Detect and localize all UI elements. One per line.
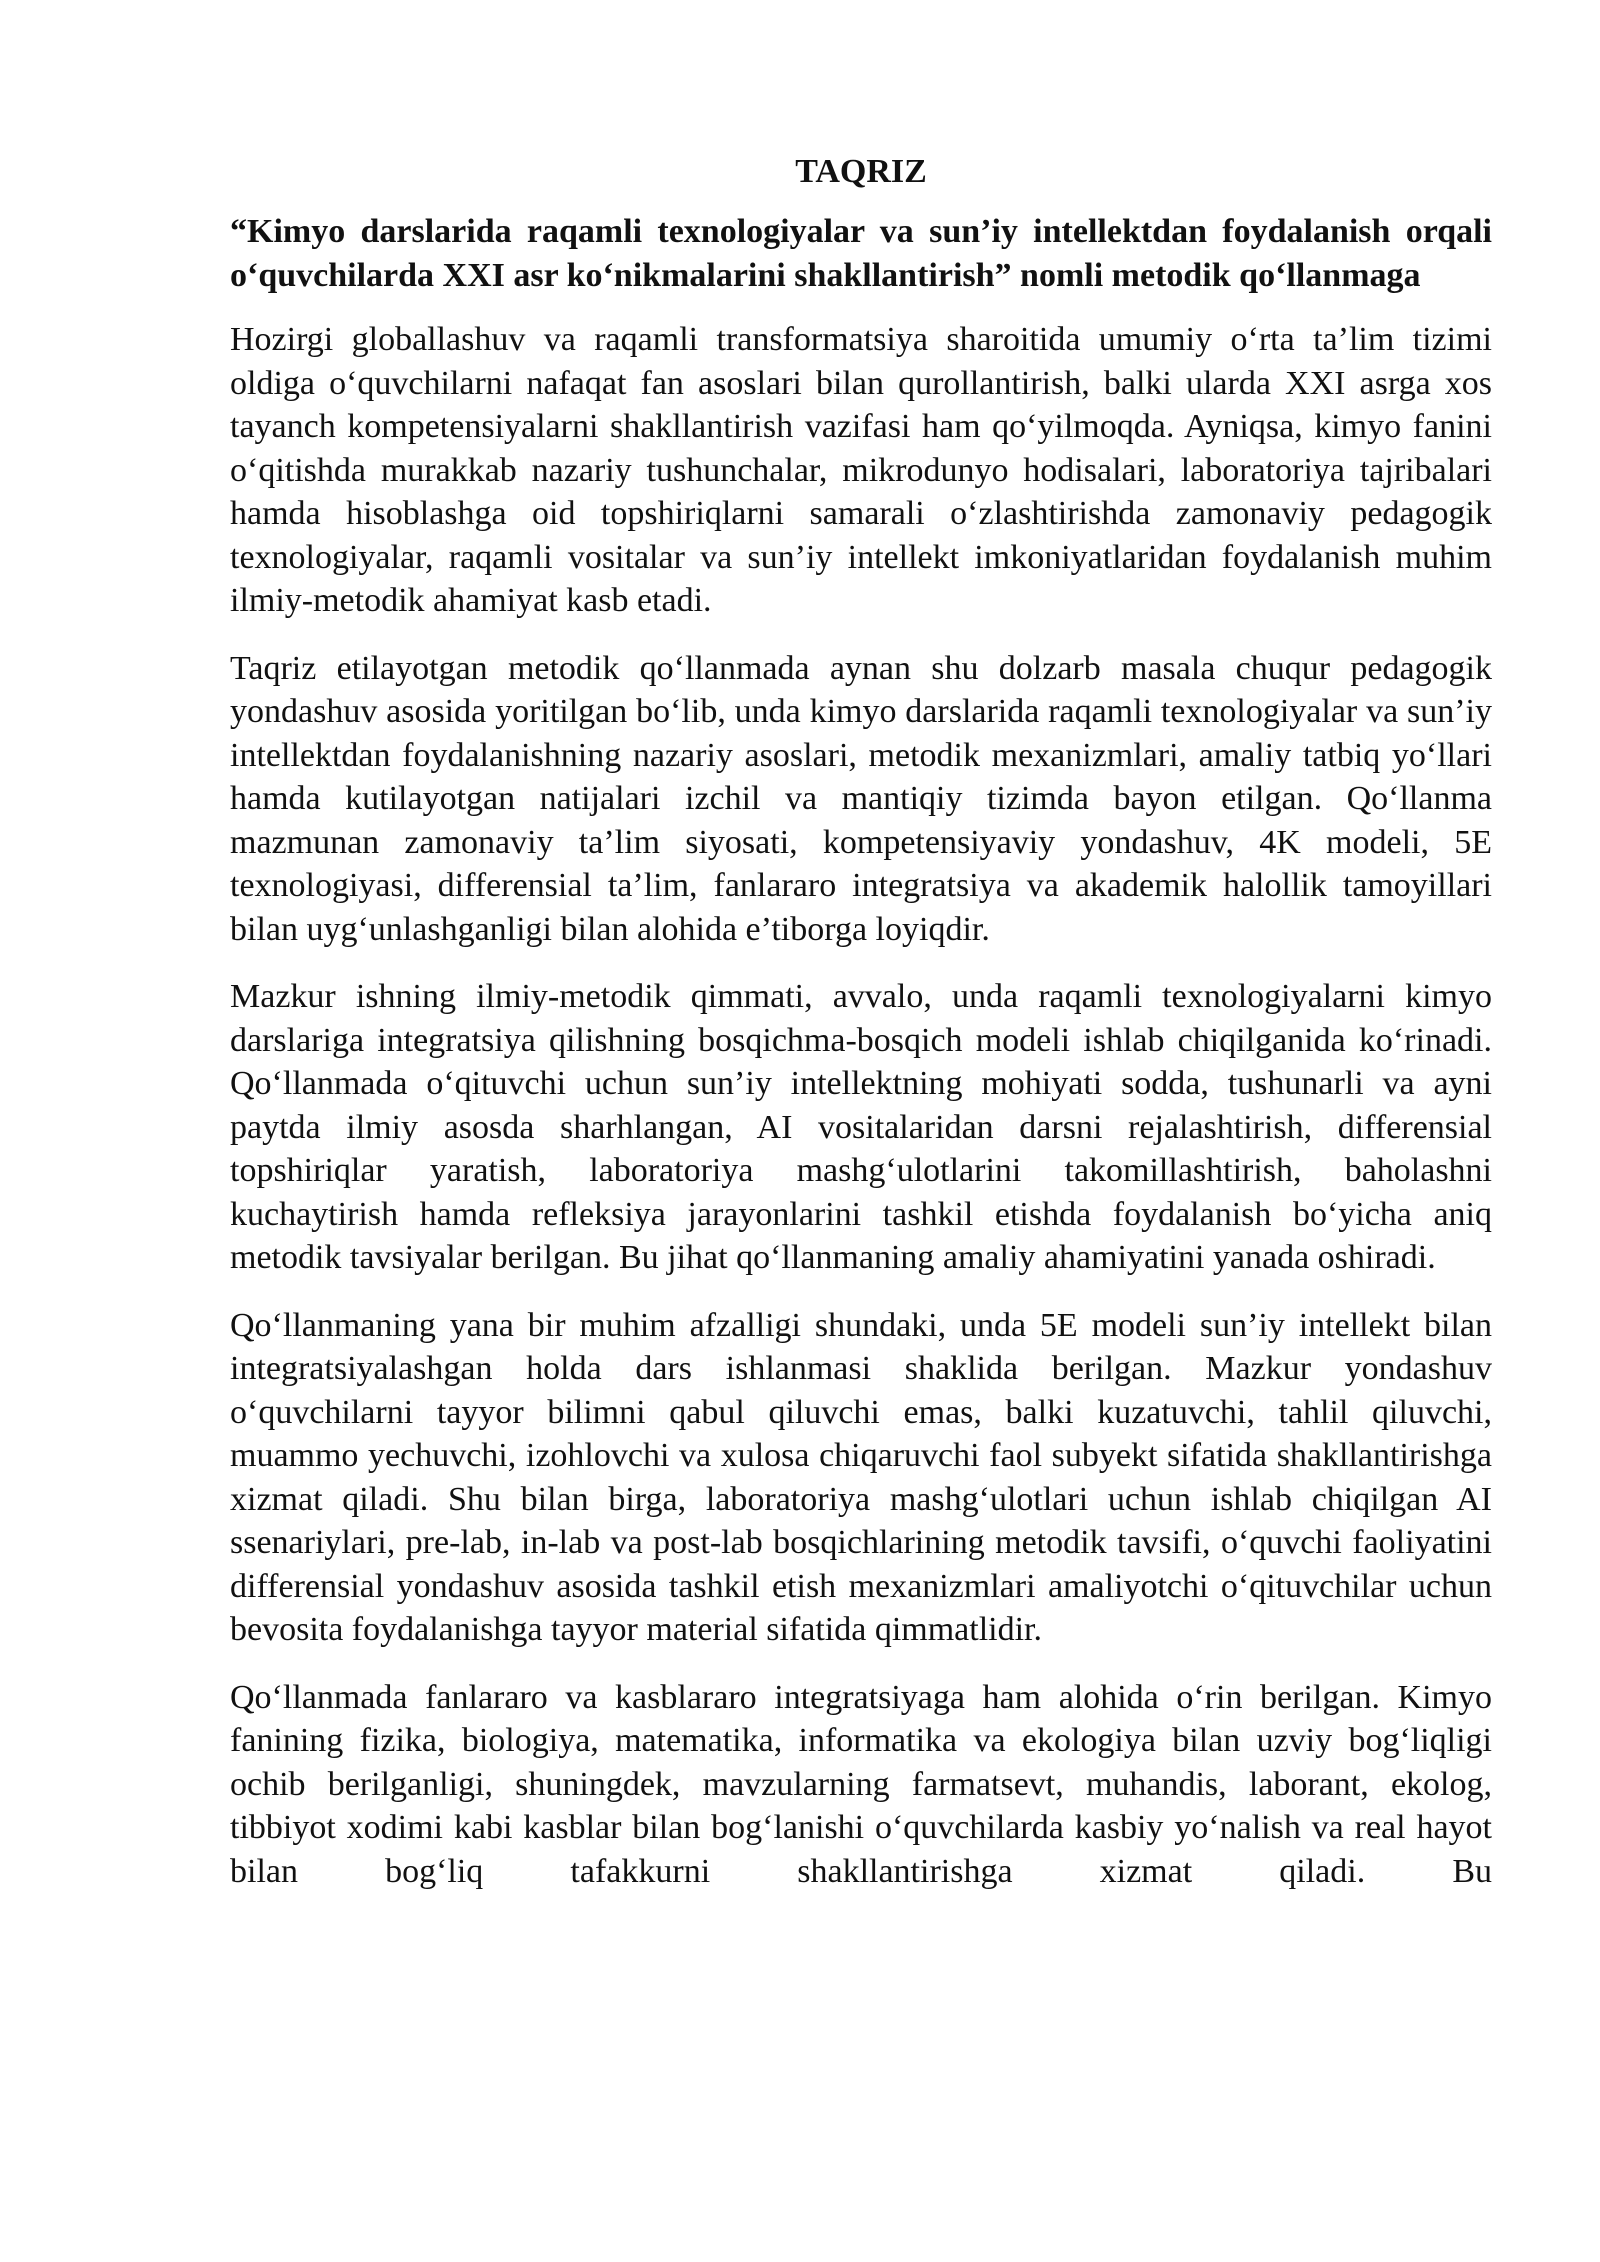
paragraph-3: Mazkur ishning ilmiy-metodik qimmati, avvalo, unda raqamli texnologiyalarni kimyo darslariga integratsiya qilishning bosqichma-bosqich modeli ishlab chiqilganida ko‘rinadi. Qo‘llanmada o‘qituvchi uchun sun’iy intellektning mohiyati sodda, tushunarli va ayni paytda ilmiy asosda sharhlangan, AI vositalaridan darsni rejalashtirish, differensial topshiriqlar yaratish, laboratoriya mashg‘ulotlarini takomillashtirish, baholashni kuchaytirish hamda refleksiya jarayonlarini tashkil etishda foydalanish bo‘yicha aniq metodik tavsiyalar berilgan. Bu jihat qo‘llanmaning amaliy ahamiyatini yanada oshiradi. [230, 978, 1492, 1276]
paragraph-5: Qo‘llanmada fanlararo va kasblararo integratsiyaga ham alohida o‘rin berilgan. Kimyo fanining fizika, biologiya, matematika, informatika va ekologiya bilan uzviy bog‘liqligi ochib berilganligi, shuningdek, mavzularning farmatsevt, muhandis, laborant, ekolog, tibbiyot xodimi kabi kasblar bilan bog‘lanishi o‘quvchilarda kasbiy yo‘nalish va real hayot bilan bog‘liq tafakkurni shakllantirishga xizmat qiladi. Bu [230, 1678, 1492, 1890]
paragraph-1: Hozirgi globallashuv va raqamli transformatsiya sharoitida umumiy o‘rta ta’lim tizimi oldiga o‘quvchilarni nafaqat fan asoslari bilan qurollantirish, balki ularda XXI asrga xos tayanch kompetensiyalarni shakllantirish vazifasi ham qo‘yilmoqda. Ayniqsa, kimyo fanini o‘qitishda murakkab nazariy tushunchalar, mikrodunyo hodisalari, laboratoriya tajribalari hamda hisoblashga oid topshiriqlarni samarali o‘zlashtirishda zamonaviy pedagogik texnologiyalar, raqamli vositalar va sun’iy intellekt imkoniyatlaridan foydalanish muhim ilmiy-metodik ahamiyat kasb etadi. [230, 321, 1492, 619]
paragraph-2: Taqriz etilayotgan metodik qo‘llanmada aynan shu dolzarb masala chuqur pedagogik yondashuv asosida yoritilgan bo‘lib, unda kimyo darslarida raqamli texnologiyalar va sun’iy intellektdan foydalanishning nazariy asoslari, metodik mexanizmlari, amaliy tatbiq yo‘llari hamda kutilayotgan natijalari izchil va mantiqiy tizimda bayon etilgan. Qo‘llanma mazmunan zamonaviy ta’lim siyosati, kompetensiyaviy yondashuv, 4K modeli, 5E texnologiyasi, differensial ta’lim, fanlararo integratsiya va akademik halollik tamoyillari bilan uyg‘unlashganligi bilan alohida e’tiborga loyiqdir. [230, 649, 1492, 948]
paragraph-4: Qo‘llanmaning yana bir muhim afzalligi shundaki, unda 5E modeli sun’iy intellekt bilan integratsiyalashgan holda dars ishlanmasi shaklida berilgan. Mazkur yondashuv o‘quvchilarni tayyor bilimni qabul qiluvchi emas, balki kuzatuvchi, tahlil qiluvchi, muammo yechuvchi, izohlovchi va xulosa chiqaruvchi faol subyekt sifatida shakllantirishga xizmat qiladi. Shu bilan birga, laboratoriya mashg‘ulotlari uchun ishlab chiqilgan AI ssenariylari, pre-lab, in-lab va post-lab bosqichlarining metodik tavsifi, o‘quvchi faoliyatini differensial yondashuv asosida tashkil etish mexanizmlari amaliyotchi o‘qituvchilar uchun bevosita foydalanishga tayyor material sifatida qimmatlidir. [230, 1306, 1492, 1648]
document-page [230, 150, 1492, 1893]
document-subtitle: “Kimyo darslarida raqamli texnologiyalar va sun’iy intellektdan foydalanish orqali o‘quvchilarda XXI asr ko‘nikmalarini shakllantirish” nomli metodik qo‘llanmaga [230, 213, 1492, 294]
document-title: TAQRIZ [795, 153, 927, 190]
